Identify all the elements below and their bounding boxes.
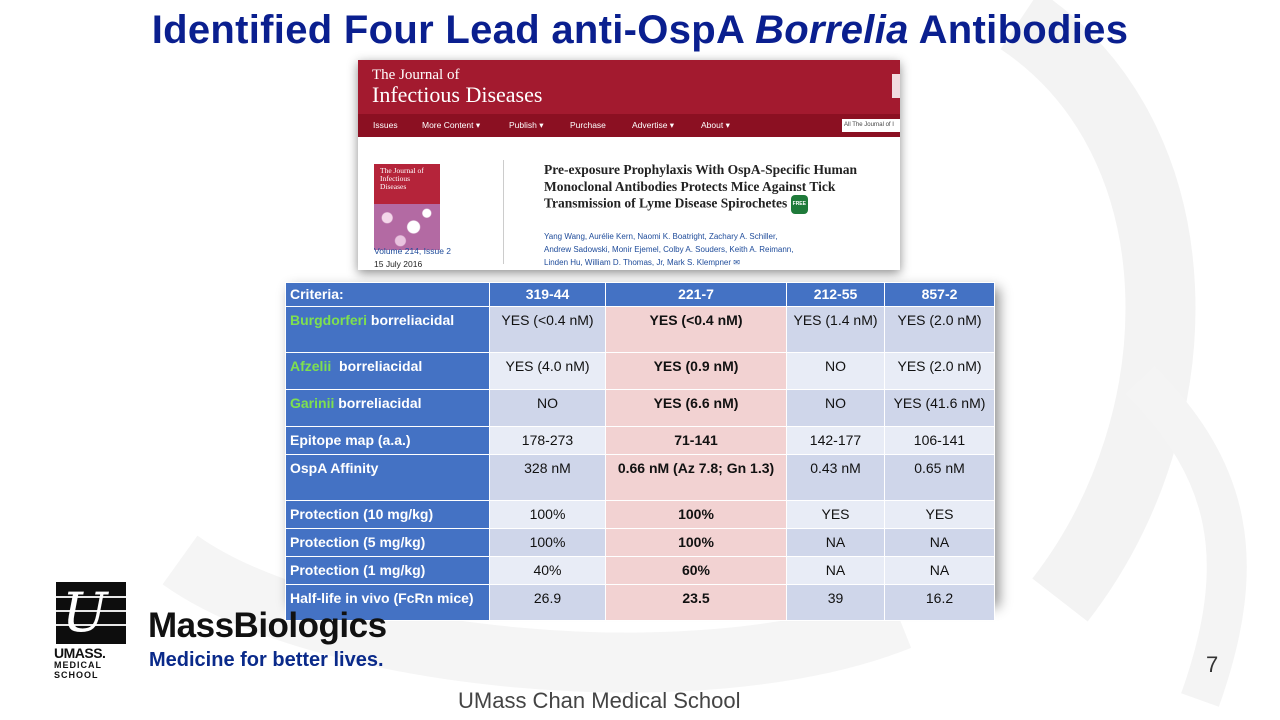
cell-221-7: 100% (606, 529, 787, 557)
criteria-table (285, 282, 995, 621)
massbiologics-tagline: Medicine for better lives. (149, 649, 384, 671)
row-label: Garinii borreliacidal (286, 390, 490, 427)
cell-212-55: 0.43 nM (787, 455, 885, 501)
cell-212-55: YES (1.4 nM) (787, 307, 885, 353)
cell-212-55: NA (787, 529, 885, 557)
row-label: Half-life in vivo (FcRn mice) (286, 585, 490, 621)
umass-wordmark: UMASS. (54, 645, 106, 661)
cell-221-7: 23.5 (606, 585, 787, 621)
header-criteria: Criteria: (286, 283, 490, 307)
slide-title: Identified Four Lead anti-OspA Borrelia Antibodies (151, 8, 1129, 52)
table-row (286, 557, 995, 585)
authors-line3[interactable]: Linden Hu, William D. Thomas, Jr, Mark S. Klempner ✉ (544, 258, 740, 267)
cell-857-2: YES (2.0 nM) (885, 353, 995, 390)
cell-221-7: YES (<0.4 nM) (606, 307, 787, 353)
cell-319-44: 100% (490, 529, 606, 557)
cell-212-55: NA (787, 557, 885, 585)
cell-319-44: 328 nM (490, 455, 606, 501)
row-label: Protection (1 mg/kg) (286, 557, 490, 585)
nav-advertise[interactable]: Advertise ▾ (632, 120, 675, 130)
cover-micrograph (374, 204, 440, 250)
publisher-logo-edge (892, 74, 900, 98)
row-label: OspA Affinity (286, 455, 490, 501)
row-label: Epitope map (a.a.) (286, 427, 490, 455)
journal-nav-bar (358, 114, 900, 137)
table-row (286, 529, 995, 557)
cell-221-7: 100% (606, 501, 787, 529)
nav-about[interactable]: About ▾ (701, 120, 730, 130)
header-857-2: 857-2 (885, 283, 995, 307)
row-label: Burgdorferi borreliacidal (286, 307, 490, 353)
cell-319-44: YES (<0.4 nM) (490, 307, 606, 353)
umass-subtitle: MEDICAL SCHOOL (54, 660, 102, 680)
cell-319-44: 100% (490, 501, 606, 529)
article-authors (544, 230, 874, 269)
cover-line1: The Journal of (380, 166, 424, 175)
table-row (286, 307, 995, 353)
table-header-row (286, 283, 995, 307)
table-row (286, 353, 995, 390)
issue-date: 15 July 2016 (374, 259, 423, 269)
cell-857-2: YES (41.6 nM) (885, 390, 995, 427)
page-number: 7 (1206, 652, 1219, 677)
cover-line2: Infectious (380, 174, 410, 183)
cell-857-2: NA (885, 557, 995, 585)
cell-857-2: YES (2.0 nM) (885, 307, 995, 353)
cover-line3: Diseases (380, 182, 407, 191)
table-row (286, 585, 995, 621)
nav-issues[interactable]: Issues (373, 120, 398, 130)
journal-search-input[interactable]: All The Journal of I (842, 119, 900, 132)
cell-221-7: 0.66 nM (Az 7.8; Gn 1.3) (606, 455, 787, 501)
nav-publish[interactable]: Publish ▾ (509, 120, 544, 130)
umass-u-mark-icon: U (56, 582, 126, 644)
nav-purchase[interactable]: Purchase (570, 120, 606, 130)
cell-319-44: 178-273 (490, 427, 606, 455)
journal-divider (503, 160, 504, 264)
umass-medical-school-logo (50, 580, 128, 678)
cell-212-55: 39 (787, 585, 885, 621)
cell-319-44: 26.9 (490, 585, 606, 621)
cell-221-7: 60% (606, 557, 787, 585)
authors-line1[interactable]: Yang Wang, Aurélie Kern, Naomi K. Boatright, Zachary A. Schiller, (544, 232, 778, 241)
cell-212-55: 142-177 (787, 427, 885, 455)
header-212-55: 212-55 (787, 283, 885, 307)
volume-issue-link[interactable]: Volume 214, Issue 2 (374, 246, 452, 256)
row-label: Protection (10 mg/kg) (286, 501, 490, 529)
cell-221-7: YES (0.9 nM) (606, 353, 787, 390)
header-221-7: 221-7 (606, 283, 787, 307)
slide-footer: UMass Chan Medical School (458, 688, 741, 713)
article-title: Pre-exposure Prophylaxis With OspA-Specific Human Monoclonal Antibodies Protects Mice Against Tick Transmission of Lyme Disease Spirochetes FREE (544, 162, 874, 214)
journal-cover-image (374, 164, 440, 250)
row-label: Protection (5 mg/kg) (286, 529, 490, 557)
table-row (286, 455, 995, 501)
header-319-44: 319-44 (490, 283, 606, 307)
cell-212-55: NO (787, 390, 885, 427)
free-badge: FREE (791, 195, 808, 214)
authors-line2[interactable]: Andrew Sadowski, Monir Ejemel, Colby A. Souders, Keith A. Reimann, (544, 245, 794, 254)
cell-857-2: 0.65 nM (885, 455, 995, 501)
cell-221-7: 71-141 (606, 427, 787, 455)
row-label: Afzelii borreliacidal (286, 353, 490, 390)
antibody-criteria-table (285, 282, 994, 606)
table-row (286, 501, 995, 529)
cell-857-2: YES (885, 501, 995, 529)
cell-319-44: YES (4.0 nM) (490, 353, 606, 390)
journal-header-bar (358, 60, 900, 114)
cell-212-55: YES (787, 501, 885, 529)
massbiologics-logo-text: MassBiologics (148, 606, 387, 645)
table-row (286, 427, 995, 455)
cell-212-55: NO (787, 353, 885, 390)
cell-857-2: NA (885, 529, 995, 557)
nav-more-content[interactable]: More Content ▾ (422, 120, 481, 130)
journal-name-line1: The Journal of (372, 67, 460, 83)
table-row (286, 390, 995, 427)
cell-221-7: YES (6.6 nM) (606, 390, 787, 427)
journal-name-line2: Infectious Diseases (372, 82, 543, 107)
cell-319-44: 40% (490, 557, 606, 585)
journal-article-screenshot (358, 60, 900, 270)
cell-857-2: 16.2 (885, 585, 995, 621)
cell-857-2: 106-141 (885, 427, 995, 455)
cell-319-44: NO (490, 390, 606, 427)
